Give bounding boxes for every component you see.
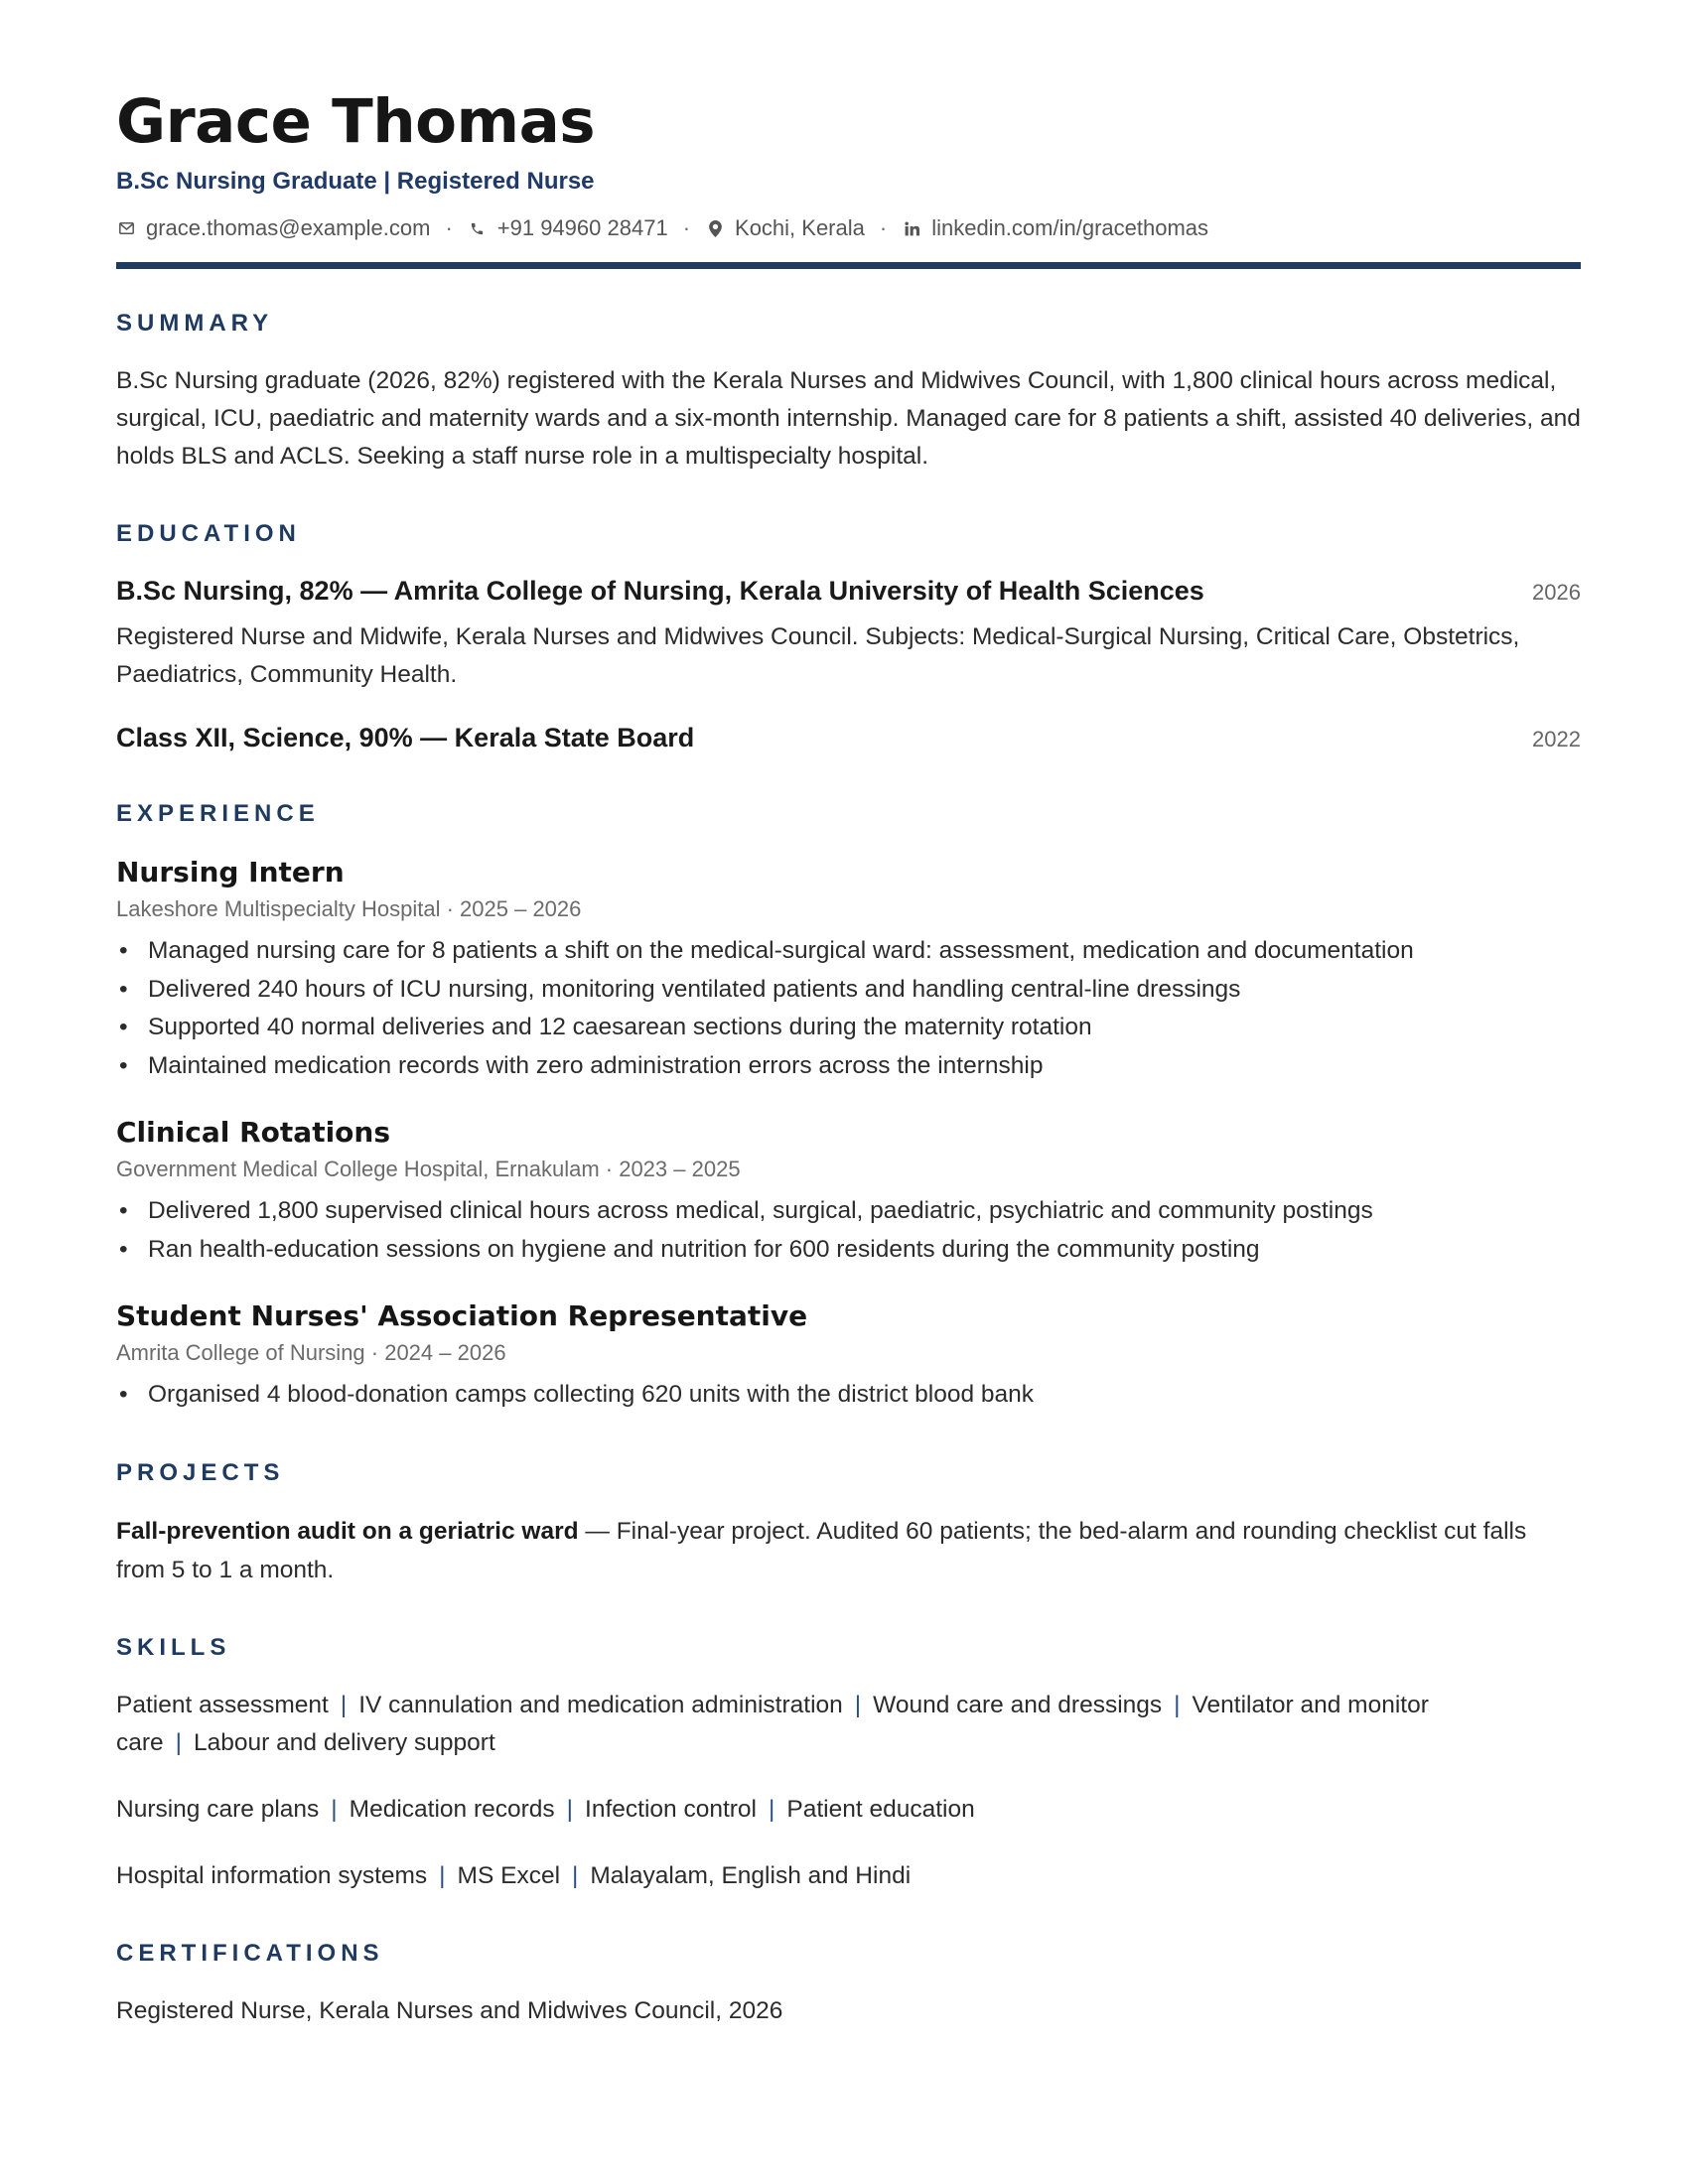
certification-item: Registered Nurse, Kerala Nurses and Midwives Council, 2026 xyxy=(116,1996,783,2024)
contact-linkedin[interactable] xyxy=(902,214,1208,242)
section-title-skills: SKILLS xyxy=(116,1633,231,1661)
job-bullet: • Ran health-education sessions on hygiene and nutrition for 600 residents during the community posting xyxy=(116,1231,1581,1270)
job-bullets xyxy=(116,932,1581,1085)
experience-entry xyxy=(116,1115,1581,1269)
skill-separator: | xyxy=(340,1691,348,1718)
job-title: Nursing Intern xyxy=(116,856,345,888)
skill-item: Labour and delivery support xyxy=(194,1728,495,1756)
skill-item: MS Excel xyxy=(457,1861,561,1889)
contact-bar xyxy=(116,214,1581,242)
skills-list xyxy=(116,1687,1581,1895)
summary-text: B.Sc Nursing graduate (2026, 82%) registered with the Kerala Nurses and Midwives Council, with 1,800 clinical hours across medical, surgical, ICU, paediatric and maternity wards and a six-month internship. Managed care for 8 patients a shift, assisted 40 deliveries, and holds BLS and ACLS. Seeking a staff nurse role in a multispecialty hospital. xyxy=(116,367,1581,470)
contact-phone[interactable] xyxy=(468,214,668,242)
contact-separator: · xyxy=(445,215,453,240)
section-title-education: EDUCATION xyxy=(116,520,301,547)
education-entry-detail: Registered Nurse and Midwife, Kerala Nurses and Midwives Council. Subjects: Medical-Surgical Nursing, Critical Care, Obstetrics, Paediatrics, Community Health. xyxy=(116,623,1520,688)
skill-separator: | xyxy=(175,1728,183,1756)
skill-item: Malayalam, English and Hindi xyxy=(590,1861,912,1889)
candidate-tagline: B.Sc Nursing Graduate | Registered Nurse xyxy=(116,168,595,195)
candidate-name: Grace Thomas xyxy=(116,86,596,157)
skill-item: Nursing care plans xyxy=(116,1795,320,1823)
skill-separator: | xyxy=(331,1795,338,1823)
job-bullet: • Organised 4 blood-donation camps collecting 620 units with the district blood bank xyxy=(116,1376,1581,1415)
contact-separator: · xyxy=(879,215,888,240)
skill-item: Patient education xyxy=(786,1795,975,1823)
skill-separator: | xyxy=(768,1795,775,1823)
skill-separator: | xyxy=(854,1691,862,1718)
job-bullet: • Delivered 240 hours of ICU nursing, monitoring ventilated patients and handling central-line dressings xyxy=(116,971,1581,1010)
education-entry-year: 2022 xyxy=(1532,727,1581,751)
contact-separator: · xyxy=(682,215,691,240)
skill-item: Hospital information systems xyxy=(116,1861,428,1889)
skills-section xyxy=(116,1633,1581,1895)
resume-header xyxy=(116,85,1581,269)
location-pin-icon xyxy=(705,218,725,238)
experience-entry xyxy=(116,1298,1581,1415)
skill-group xyxy=(116,1857,1496,1895)
skill-separator: | xyxy=(566,1795,574,1823)
linkedin-icon xyxy=(902,218,921,238)
contact-location xyxy=(705,214,865,242)
projects-section xyxy=(116,1458,1581,1589)
section-title-certifications: CERTIFICATIONS xyxy=(116,1939,384,1967)
contact-linkedin-text: linkedin.com/in/gracethomas xyxy=(931,215,1209,240)
skill-item: Patient assessment xyxy=(116,1691,329,1718)
header-divider xyxy=(116,262,1581,269)
skill-item: Ventilator and monitor care xyxy=(116,1691,1429,1756)
job-bullet: • Supported 40 normal deliveries and 12 caesarean sections during the maternity rotation xyxy=(116,1009,1581,1047)
skill-group xyxy=(116,1687,1496,1762)
education-entry xyxy=(116,720,1581,755)
resume-content xyxy=(116,85,1581,2030)
phone-icon xyxy=(468,218,488,238)
job-meta: Amrita College of Nursing · 2024 – 2026 xyxy=(116,1340,506,1365)
summary-section xyxy=(116,309,1581,476)
job-meta: Government Medical College Hospital, Ernakulam · 2023 – 2025 xyxy=(116,1157,741,1181)
skill-item: Medication records xyxy=(349,1795,555,1823)
job-bullet: • Maintained medication records with zero administration errors across the internship xyxy=(116,1047,1581,1086)
education-entry-title: B.Sc Nursing, 82% — Amrita College of Nursing, Kerala University of Health Sciences xyxy=(116,576,1204,606)
experience-entry xyxy=(116,855,1581,1085)
education-section xyxy=(116,519,1581,755)
job-meta: Lakeshore Multispecialty Hospital · 2025 – 2026 xyxy=(116,896,582,921)
job-bullets xyxy=(116,1376,1581,1415)
job-bullets xyxy=(116,1192,1581,1269)
certifications-section xyxy=(116,1939,1581,2030)
contact-email-text: grace.thomas@example.com xyxy=(146,215,431,240)
project-name: Fall-prevention audit on a geriatric ward xyxy=(116,1517,579,1545)
mail-icon xyxy=(116,218,136,238)
skill-group xyxy=(116,1791,1496,1829)
skill-separator: | xyxy=(1174,1691,1181,1718)
job-title: Clinical Rotations xyxy=(116,1116,391,1149)
education-entry-year: 2026 xyxy=(1532,580,1581,605)
education-entry-title: Class XII, Science, 90% — Kerala State Board xyxy=(116,723,695,752)
skill-item: Infection control xyxy=(585,1795,757,1823)
section-title-experience: EXPERIENCE xyxy=(116,800,320,827)
job-bullet: • Managed nursing care for 8 patients a shift on the medical-surgical ward: assessment, medication and documentation xyxy=(116,932,1581,971)
education-entry xyxy=(116,573,1581,609)
section-title-summary: SUMMARY xyxy=(116,310,274,337)
job-title: Student Nurses' Association Representative xyxy=(116,1299,808,1332)
job-bullet: • Delivered 1,800 supervised clinical hours across medical, surgical, paediatric, psychiatric and community postings xyxy=(116,1192,1581,1231)
skill-item: IV cannulation and medication administration xyxy=(358,1691,843,1718)
section-title-projects: PROJECTS xyxy=(116,1458,285,1486)
experience-section xyxy=(116,799,1581,1415)
skill-separator: | xyxy=(439,1861,446,1889)
project-item xyxy=(116,1512,1581,1589)
contact-location-text: Kochi, Kerala xyxy=(735,215,865,240)
skill-item: Wound care and dressings xyxy=(873,1691,1163,1718)
contact-email[interactable] xyxy=(116,214,430,242)
project-description: — Final-year project. Audited 60 patients; the bed-alarm and rounding checklist cut falls from 5 to 1 a month. xyxy=(116,1517,1527,1583)
skill-separator: | xyxy=(572,1861,579,1889)
contact-phone-text: +91 94960 28471 xyxy=(496,215,668,240)
